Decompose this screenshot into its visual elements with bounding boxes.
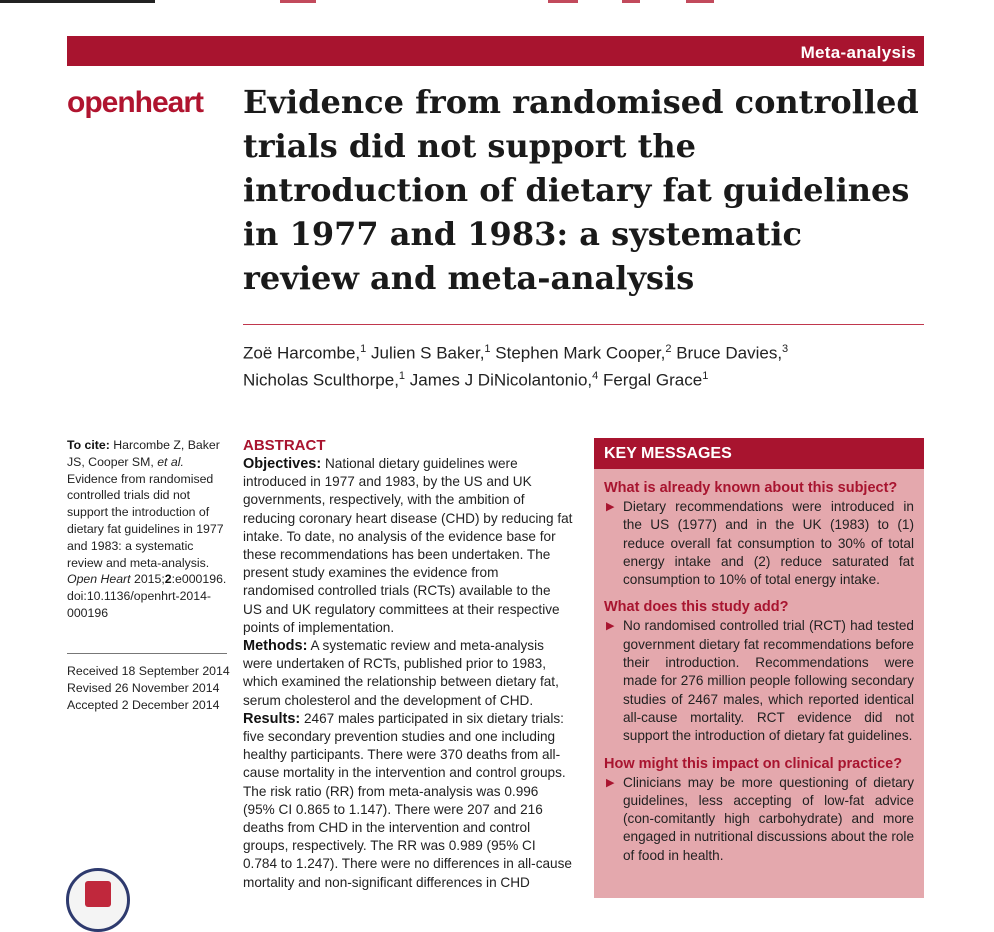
badge-mark [85,881,111,907]
abstract-methods [243,637,573,710]
accepted-date: Accepted 2 December 2014 [67,697,220,712]
results-text: 2467 males participated in six dietary trials: five secondary prevention studies and one including healthy participants. There were 370 deaths from all-cause mortality in the intervention and control groups. The risk ratio (RR) from meta-analysis was 0.996 (95% CI 0.865 to 1.147). There were 207 and 216 deaths from CHD in the intervention and control groups, respectively. The RR was 0.989 (95% CI 0.784 to 1.247). There were no differences in all-cause mortality and non-significant differences in CHD [243,710,572,890]
cite-title: Evidence from randomised controlled trials did not support the introduction of dietary fat guidelines in 1977 and 1983: a systematic review and meta-analysis. [67,471,224,570]
revised-date: Revised 26 November 2014 [67,680,220,695]
crossmark-badge-icon[interactable] [66,868,130,932]
author[interactable]: Fergal Grace [598,370,703,390]
km-question: How might this impact on clinical practice? [604,755,903,772]
abstract-results [243,710,573,892]
author[interactable]: Stephen Mark Cooper, [490,343,666,363]
results-label: Results: [243,710,301,727]
cite-year: 2015; [130,572,165,587]
citation-divider [67,653,227,654]
affiliation-marker: 2 [665,343,672,355]
author-line-1 [243,338,933,365]
publication-dates [67,663,237,713]
section-banner [67,36,924,66]
section-label: Meta-analysis [800,43,916,62]
km-item-text: Clinicians may be more questioning of dietary guidelines, less accepting of low-fat advice (con-comitantly high carbohydrate) and more engaged in nutritional discussions about the role of food in health. [623,774,914,863]
km-bullet-item [604,498,914,589]
cite-label: To cite: [67,438,110,452]
cite-doi[interactable]: :e000196. doi:10.1136/openhrt-2014-000196 [67,572,227,620]
triangle-right-icon: ▶ [606,620,615,633]
km-item-text: Dietary recommendations were introduced in the US (1977) and in the UK (1983) to (1) reduce overall fat consumption to 30% of total energy intake and (2) reduce saturated fat consumption to 10% of total energy intake. [623,499,914,588]
km-bullet-item [604,774,914,865]
objectives-text: National dietary guidelines were introduced in 1977 and 1983, by the US and UK governments, respectively, with the ambition of reducing coronary heart disease (CHD) by reducing fat intake. To date, no analysis of the evidence base for these recommendations has been undertaken. The present study examines the evidence from randomised controlled trials (RCTs) available to the US and UK regulatory committees at their respective points of implementation. [243,456,573,635]
cite-volume: 2 [164,572,172,587]
key-messages-box [594,438,924,898]
key-messages-body [594,469,924,865]
affiliation-marker: 1 [702,369,709,382]
affiliation-marker: 1 [360,343,367,355]
article-title: Evidence from randomised controlled trials did not support the introduction of dietary fat guidelines in 1977 and 1983: a systematic review and meta-analysis [243,83,919,297]
methods-label: Methods: [243,638,308,655]
top-cropped-strip [0,0,994,3]
objectives-label: Objectives: [243,456,322,472]
author[interactable]: Zoë Harcombe, [243,343,361,363]
author[interactable]: Nicholas Sculthorpe, [243,370,399,390]
methods-text: A systematic review and meta-analysis were undertaken of RCTs, published prior to 1983, which examined the relationship between dietary fat, serum cholesterol and the development of CHD. [243,638,559,708]
triangle-right-icon: ▶ [606,501,615,513]
cite-etal: et al. [157,454,184,469]
title-divider [243,324,924,325]
received-date: Received 18 September 2014 [67,664,230,678]
author-list [243,338,933,391]
cite-journal: Open Heart [67,572,131,587]
abstract [243,437,573,892]
citation-block [67,437,227,622]
affiliation-marker: 1 [398,369,406,382]
affiliation-marker: 1 [484,343,491,355]
km-question: What is already known about this subject? [604,480,898,496]
km-question: What does this study add? [604,599,789,616]
author[interactable]: James J DiNicolantonio, [405,370,593,390]
author-line-2 [243,365,933,392]
key-messages-heading: KEY MESSAGES [594,438,924,469]
abstract-objectives [243,455,573,637]
abstract-heading: ABSTRACT [243,437,326,454]
author[interactable]: Bruce Davies, [671,343,783,363]
km-bullet-item [604,617,914,745]
cite-authors: Harcombe Z, Baker JS, Cooper SM, [67,438,220,469]
affiliation-marker: 4 [592,369,599,382]
journal-logo: openheart [67,86,204,119]
triangle-right-icon: ▶ [606,776,615,789]
affiliation-marker: 3 [782,343,789,355]
author[interactable]: Julien S Baker, [366,343,485,363]
km-item-text: No randomised controlled trial (RCT) had tested government dietary fat recommendations before their introduction. Recommendations were made for 276 million people following secondary studies of 2467 males, which reported identical all-cause mortality. RCT evidence did not support the introduction of dietary fat guidelines. [623,618,914,744]
